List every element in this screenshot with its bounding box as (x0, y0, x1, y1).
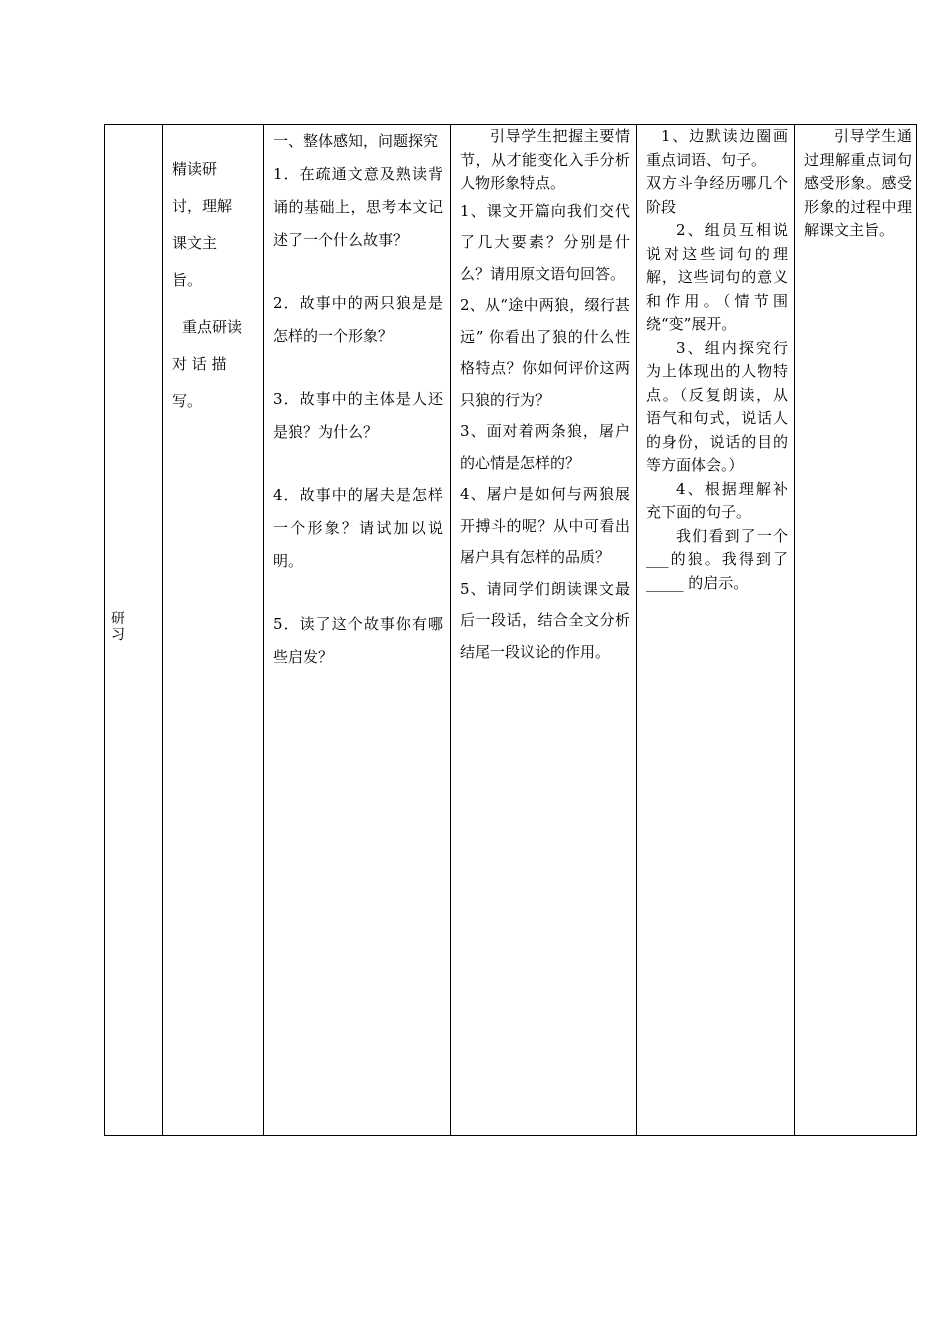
teacher-question: 3、面对着两条狼，屠户的心情是怎样的？ (460, 422, 630, 472)
objective-line: 写。 (172, 392, 203, 410)
stage-label: 研习 (111, 611, 125, 643)
student-activity: 4、根据理解补充下面的句子。 (646, 479, 788, 521)
students-text (646, 125, 788, 595)
objective-line: 讨，理解 (172, 197, 233, 215)
teacher-question: 4、屠户是如何与两狼展开搏斗的呢？从中可看出屠户具有怎样的品质？ (460, 485, 630, 566)
student-activity: 3、组内探究行为上体现出的人物特点。（反复朗读，从语气和句式，说话人的身份，说话的目的等方面体会。） (646, 338, 788, 474)
problem-item: 3．故事中的主体是人还是狼？为什么？ (273, 390, 443, 441)
intent-cell (795, 125, 917, 1135)
objective-text (172, 151, 258, 420)
students-cell (637, 125, 795, 1135)
problem-item: 2．故事中的两只狼是是怎样的一个形象？ (273, 294, 443, 345)
design-intent: 引导学生通过理解重点词句感受形象。感受形象的过程中理解课文主旨。 (804, 127, 912, 239)
teacher-cell (451, 125, 637, 1135)
objective-line: 精读研 (172, 160, 218, 178)
objective-line: 课文主 (172, 234, 218, 252)
stage-cell (105, 125, 163, 1135)
problem-item: 4．故事中的屠夫是怎样一个形象？请试加以说明。 (273, 486, 443, 570)
student-activity: 我们看到了一个___的狼。我得到了_____ 的启示。 (646, 526, 788, 592)
teacher-question: 2、从“途中两狼，缀行甚远” 你看出了狼的什么性格特点？你如何评价这两只狼的行为？ (460, 296, 630, 409)
student-activity: 1、边默读边圈画重点词语、句子。 (646, 127, 788, 169)
problems-cell (264, 125, 451, 1135)
lesson-plan-table (104, 124, 917, 1136)
student-activity: 双方斗争经历哪几个阶段 (646, 174, 788, 216)
teacher-question: 5、请同学们朗读课文最后一段话，结合全文分析结尾一段议论的作用。 (460, 579, 630, 661)
teacher-text (460, 125, 630, 668)
problems-heading: 一、整体感知，问题探究 (273, 132, 439, 150)
problems-text (273, 125, 443, 674)
problem-item: 1．在疏通文意及熟读背诵的基础上，思考本文记述了一个什么故事？ (273, 165, 443, 249)
objective-line: 对 话 描 (172, 355, 227, 373)
objective-cell (163, 125, 264, 1135)
objective-line: 重点研读 (182, 318, 243, 336)
intent-text (804, 125, 912, 243)
problem-item: 5．读了这个故事你有哪些启发？ (273, 615, 443, 666)
objective-line: 旨。 (172, 271, 203, 289)
teacher-question: 1、课文开篇向我们交代了几大要素？分别是什么？请用原文语句回答。 (460, 201, 630, 283)
teacher-intro: 引导学生把握主要情节，从才能变化入手分析人物形象特点。 (460, 127, 630, 192)
student-activity: 2、组员互相说说对这些词句的理解，这些词句的意义和作用。（情节围绕“变”展开。 (646, 221, 788, 333)
